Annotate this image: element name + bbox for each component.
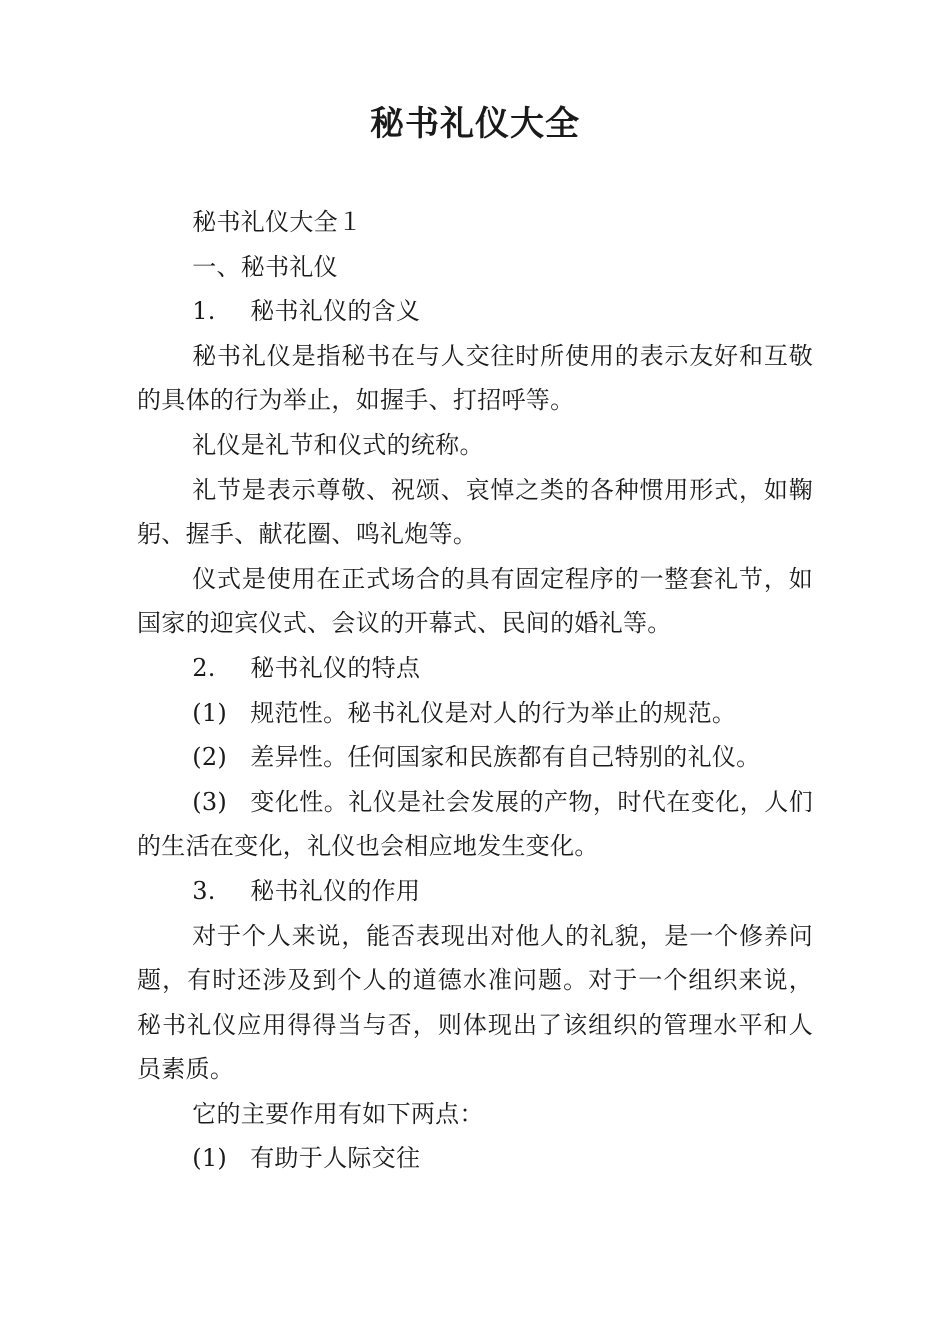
section-heading xyxy=(137,200,813,245)
paragraph-text: 对于个人来说，能否表现出对他人的礼貌，是一个修养问题，有时还涉及到个人的道德水准问题。对于一个组织来说，秘书礼仪应用得得当与否，则体现出了该组织的管理水平和人员素质。 xyxy=(137,921,813,1084)
list-item xyxy=(137,1136,813,1181)
body-paragraph xyxy=(137,423,813,468)
paragraph-text: 差异性。任何国家和民族都有自己特别的礼仪。 xyxy=(250,743,761,772)
list-marker: (2) xyxy=(192,743,228,772)
paragraph-text: 规范性。秘书礼仪是对人的行为举止的规范。 xyxy=(250,698,737,727)
list-marker: (3) xyxy=(192,787,228,816)
document-title: 秘书礼仪大全 xyxy=(370,104,580,144)
list-item xyxy=(137,780,813,869)
document-body xyxy=(137,200,813,1181)
paragraph-text: 秘书礼仪的含义 xyxy=(250,297,421,326)
body-paragraph xyxy=(137,334,813,423)
paragraph-text: 秘书礼仪的特点 xyxy=(250,653,421,682)
paragraph-text: 礼仪是礼节和仪式的统称。 xyxy=(192,430,484,459)
body-paragraph xyxy=(137,557,813,646)
paragraph-text: 礼节是表示尊敬、祝颂、哀悼之类的各种惯用形式，如鞠躬、握手、献花圈、鸣礼炮等。 xyxy=(137,475,813,549)
list-number: 2. xyxy=(192,653,216,682)
paragraph-text: 一、秘书礼仪 xyxy=(192,252,338,281)
list-number: 3. xyxy=(192,876,216,905)
subheading xyxy=(137,869,813,914)
paragraph-text: 秘书礼仪的作用 xyxy=(250,876,421,905)
paragraph-text: 秘书礼仪是指秘书在与人交往时所使用的表示友好和互敬的具体的行为举止，如握手、打招呼等。 xyxy=(137,341,813,415)
list-marker: (1) xyxy=(192,698,228,727)
list-number: 1. xyxy=(192,297,216,326)
body-paragraph xyxy=(137,914,813,1092)
chapter-heading xyxy=(137,245,813,290)
paragraph-text: 仪式是使用在正式场合的具有固定程序的一整套礼节，如国家的迎宾仪式、会议的开幕式、民间的婚礼等。 xyxy=(137,564,813,638)
list-item xyxy=(137,691,813,736)
body-paragraph xyxy=(137,1092,813,1137)
subheading xyxy=(137,289,813,334)
paragraph-text: 它的主要作用有如下两点： xyxy=(192,1099,484,1128)
body-paragraph xyxy=(137,468,813,557)
list-marker: (1) xyxy=(192,1144,228,1173)
list-item xyxy=(137,735,813,780)
subheading xyxy=(137,646,813,691)
paragraph-text: 变化性。礼仪是社会发展的产物，时代在变化，人们的生活在变化，礼仪也会相应地发生变化。 xyxy=(137,787,813,861)
paragraph-text: 秘书礼仪大全１ xyxy=(192,208,363,236)
paragraph-text: 有助于人际交往 xyxy=(250,1144,421,1173)
